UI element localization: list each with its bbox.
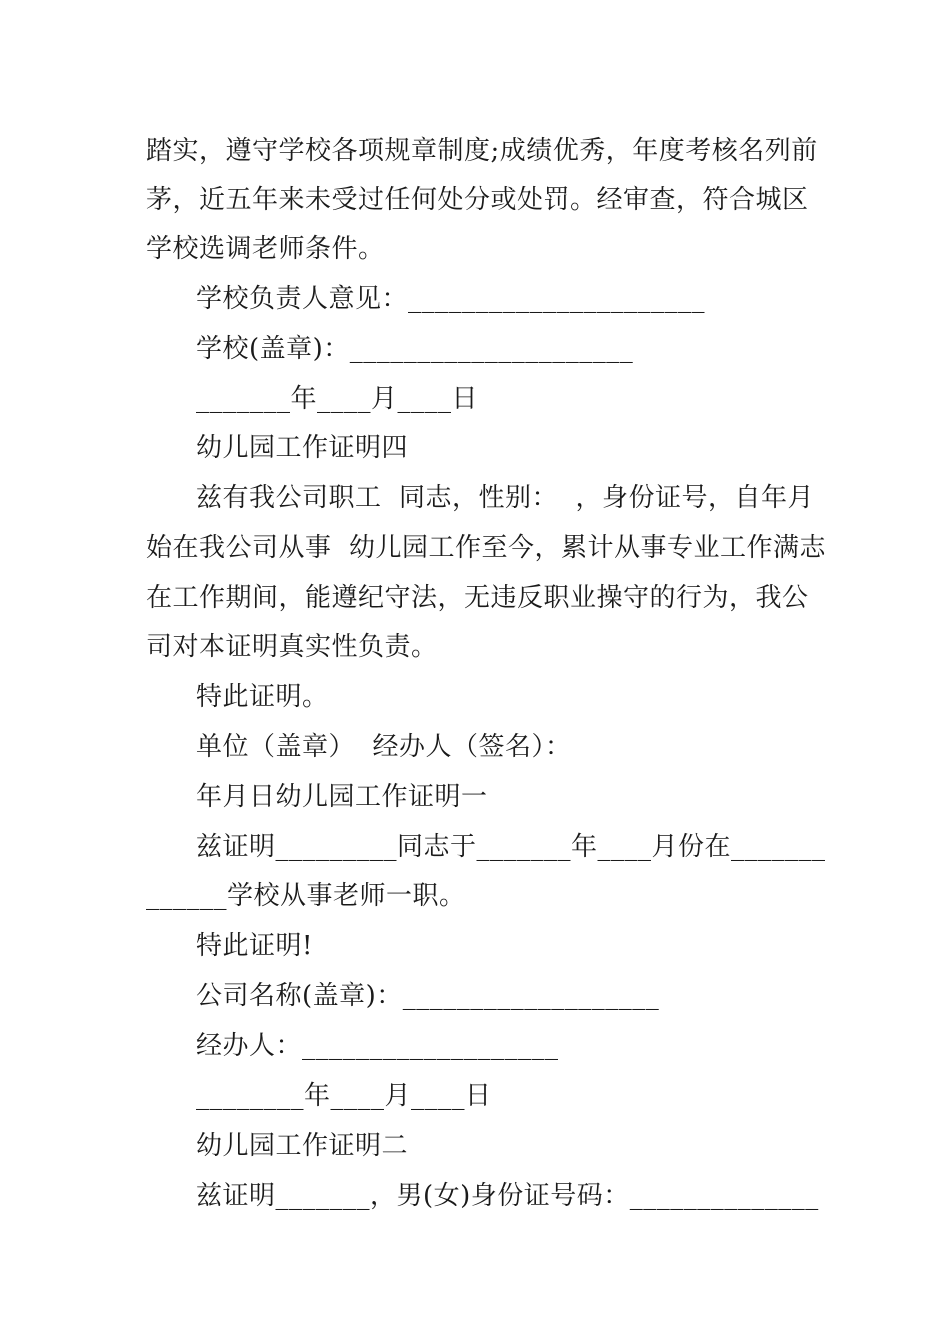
paragraph-line: 司对本证明真实性负责。 [146,632,438,662]
section-heading: 幼儿园工作证明四 [196,433,409,463]
handler-field: 经办人：___________________ [196,1031,559,1061]
signature-line: 单位（盖章） 经办人（签名）： [196,732,572,762]
section-heading: 年月日幼儿园工作证明一 [196,782,488,812]
paragraph-line: 踏实，遵守学校各项规章制度;成绩优秀，年度考核名列前 [146,136,818,166]
date-field: ________年____月____日 [196,1081,492,1111]
section-heading: 幼儿园工作证明二 [196,1131,409,1161]
closing-line: 特此证明! [196,931,313,961]
paragraph-line: 学校选调老师条件。 [146,234,385,264]
paragraph-line: ______学校从事老师一职。 [146,881,466,911]
paragraph-line: 在工作期间，能遵纪守法，无违反职业操守的行为，我公 [146,583,809,613]
paragraph-line: 兹证明_________同志于_______年____月份在_______ [196,832,826,862]
paragraph-line: 兹有我公司职工 同志，性别： ，身份证号，自年月 [196,483,815,513]
company-seal-field: 公司名称(盖章)：___________________ [196,981,660,1011]
paragraph-line: 茅，近五年来未受过任何处分或处罚。经审查，符合城区 [146,185,809,215]
paragraph-line: 兹证明_______，男(女)身份证号码：______________ [196,1181,819,1211]
date-field: _______年____月____日 [196,384,479,414]
principal-opinion-field: 学校负责人意见：______________________ [196,284,706,314]
paragraph-line: 始在我公司从事 幼儿园工作至今，累计从事专业工作满志 [146,533,827,563]
closing-line: 特此证明。 [196,682,329,712]
school-seal-field: 学校(盖章)：_____________________ [196,334,634,364]
